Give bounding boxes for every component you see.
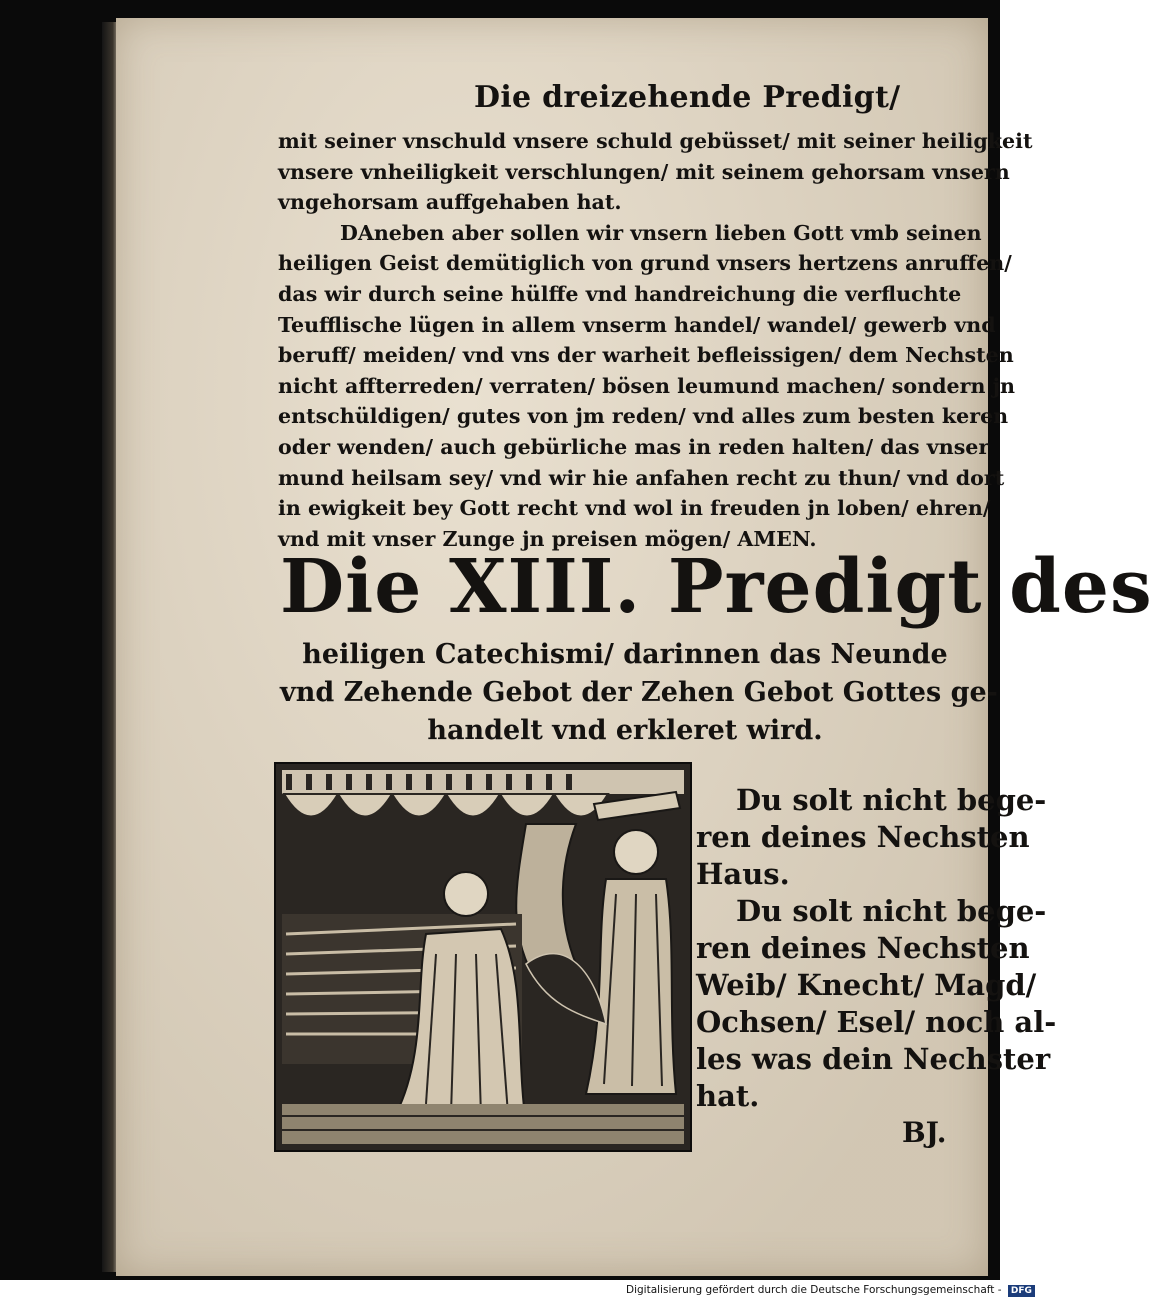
- signature-mark: BJ.: [902, 1116, 947, 1149]
- body-line: mit seiner vnschuld vnsere schuld gebüsset/ mit seiner heiligkeit: [278, 129, 1033, 153]
- commandment-line: Haus.: [696, 857, 790, 891]
- body-line: heiligen Geist demütiglich von grund vnsers hertzens anruffen/: [278, 251, 1012, 276]
- commandment-line: Weib/ Knecht/ Magd/: [696, 968, 1037, 1002]
- body-line: mund heilsam sey/ vnd wir hie anfahen recht zu thun/ vnd dort: [278, 465, 1005, 490]
- body-line: vnsere vnheiligkeit verschlungen/ mit seinem gehorsam vnsern: [278, 159, 1010, 184]
- subtitle-line: handelt vnd erkleret wird.: [427, 715, 823, 746]
- commandments-text: [696, 782, 1057, 1115]
- running-head: Die dreizehende Predigt/: [474, 80, 901, 115]
- body-line: beruff/ meiden/ vnd vns der warheit befleissigen/ dem Nechsten: [278, 343, 1014, 368]
- woodcut-illustration: [274, 762, 692, 1152]
- footer-text: Digitalisierung gefördert durch die Deutsche Forschungsgemeinschaft -: [626, 1284, 1002, 1296]
- subtitle-line: vnd Zehende Gebot der Zehen Gebot Gottes ge-: [280, 677, 998, 708]
- commandment-line: ren deines Nechsten: [696, 931, 1030, 965]
- body-line: vngehorsam auffgehaben hat.: [278, 190, 622, 215]
- dfg-logo: DFG: [1008, 1285, 1035, 1297]
- body-line: entschüldigen/ gutes von jm reden/ vnd alles zum besten keren: [278, 404, 1009, 429]
- commandment-line: Du solt nicht bege-: [736, 894, 1047, 928]
- woodcut-image: [276, 764, 690, 1150]
- body-line: Teufflische lügen in allem vnserm handel/ wandel/ gewerb vnd: [278, 312, 996, 337]
- digitization-footer: [626, 1284, 1032, 1300]
- sermon-subtitle: [280, 636, 998, 750]
- sermon-title: Die XIII. Predigt des: [280, 544, 1153, 630]
- body-line: das wir durch seine hülffe vnd handreichung die verfluchte: [278, 281, 962, 306]
- commandment-line: les was dein Nechster: [696, 1042, 1051, 1076]
- commandment-line: Du solt nicht bege-: [736, 783, 1047, 817]
- body-line: nicht affterreden/ verraten/ bösen leumund machen/ sondern jn: [278, 373, 1016, 398]
- commandment-line: ren deines Nechsten: [696, 820, 1030, 854]
- subtitle-line: heiligen Catechismi/ darinnen das Neunde: [302, 639, 948, 670]
- body-line: in ewigkeit bey Gott recht vnd wol in freuden jn loben/ ehren/: [278, 496, 991, 521]
- body-line: vnd mit vnser Zunge jn preisen mögen/ AMEN.: [278, 526, 817, 551]
- sermon-body: [278, 126, 1033, 554]
- body-line: oder wenden/ auch gebürliche mas in reden halten/ das vnser: [278, 434, 990, 459]
- body-line: DAneben aber sollen wir vnsern lieben Gott vmb seinen: [340, 220, 982, 245]
- commandment-line: hat.: [696, 1079, 760, 1113]
- commandment-line: Ochsen/ Esel/ noch al-: [696, 1005, 1057, 1039]
